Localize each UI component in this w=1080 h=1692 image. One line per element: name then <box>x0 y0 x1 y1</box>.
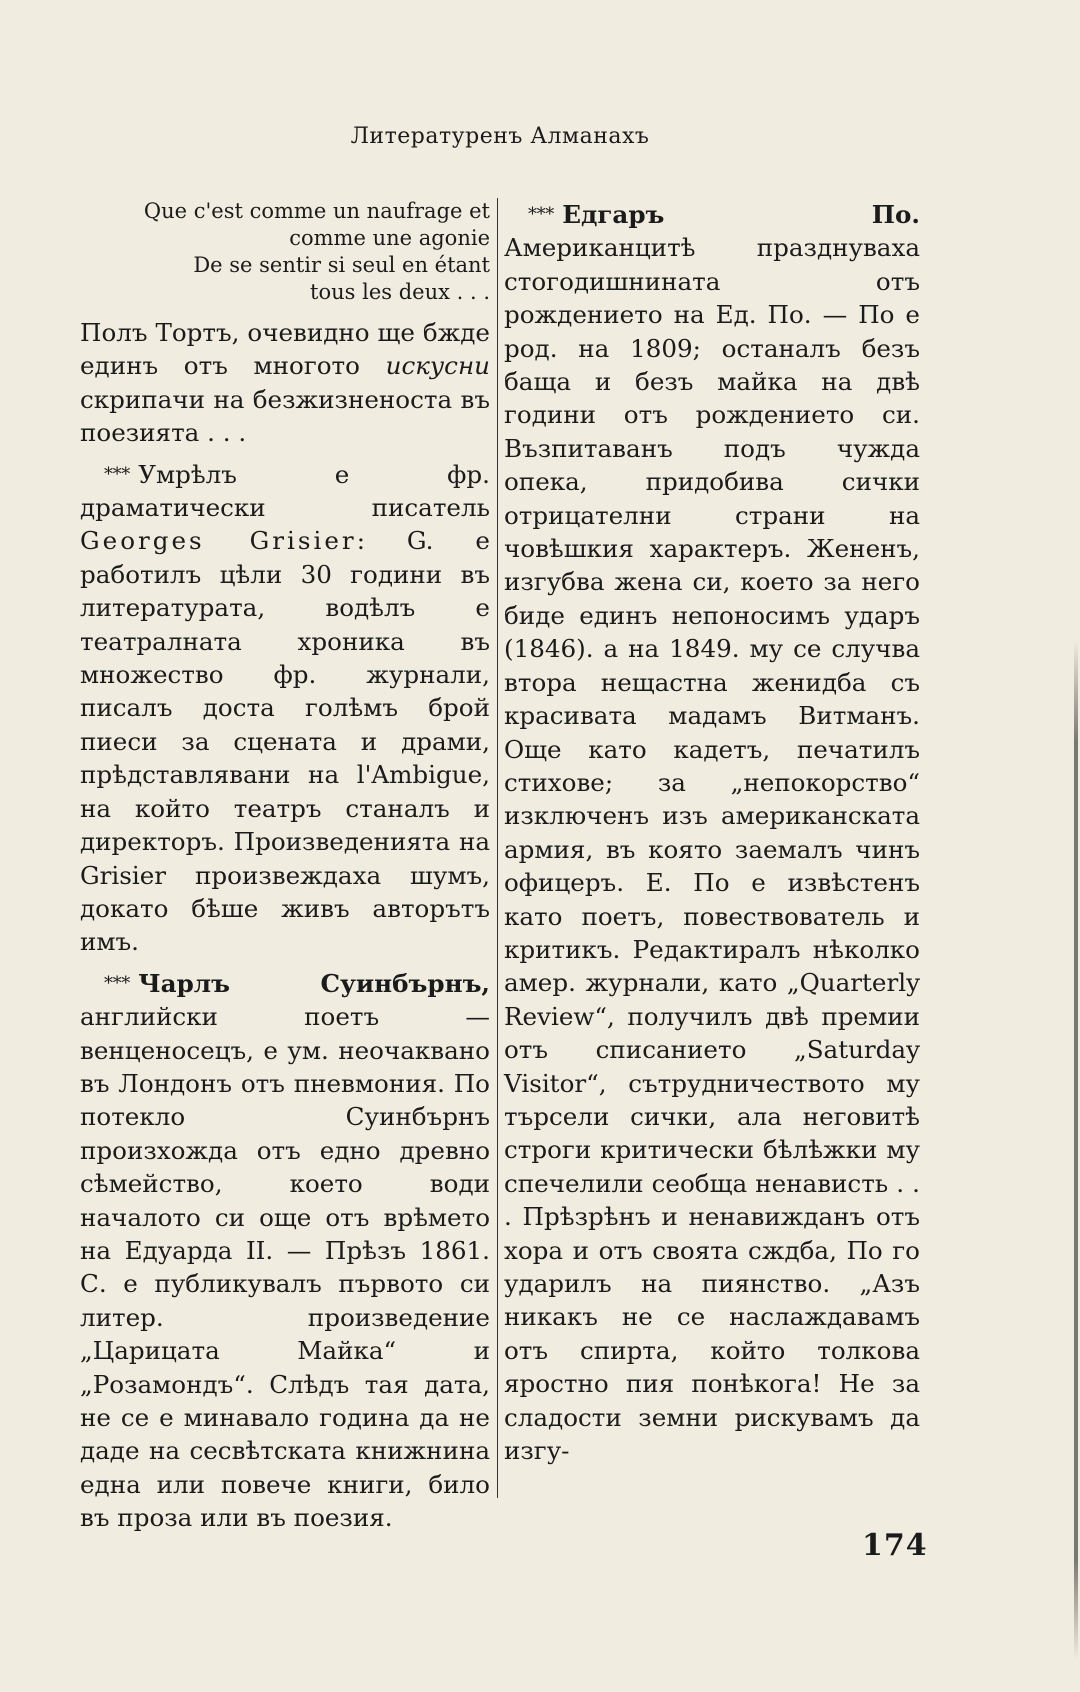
page-edge-shadow <box>1074 640 1078 1660</box>
emphasis-text: искусни <box>385 351 490 381</box>
asterism-icon: * * * <box>104 972 129 994</box>
page-number: 174 <box>862 1528 928 1563</box>
paragraph-tort <box>80 316 490 450</box>
text: Полъ Тортъ, очевидно ще бжде единъ отъ многото <box>80 318 490 381</box>
epigraph <box>80 198 490 306</box>
paragraph-grisier <box>80 458 490 959</box>
epigraph-line: tous les deux . . . <box>310 280 490 304</box>
text: : G. е работилъ цѣли 30 години въ литературата, водѣлъ е театралната хроника въ множество фр. журнали, писалъ доста голѣмъ брой пиеси за сцената и драми, прѣдставлявани на l'Ambigue, на който театръ станалъ и директоръ. Произведенията на Grisier произвеждаха шумъ, докато бѣше живъ авторътъ имъ. <box>80 526 490 957</box>
entry-heading: Чарлъ Суинбърнъ, <box>138 968 490 998</box>
entry-heading: Едгаръ По. <box>562 200 920 229</box>
asterism-icon: * * * <box>104 463 129 485</box>
person-name: Georges Grisier <box>80 526 357 556</box>
text: английски поетъ — венценосецъ, е ум. неочаквано въ Лондонъ отъ пневмония. По потекло Суинбърнъ произхожда отъ едно древно сѣмейство, което води началото си още отъ врѣмето на Едуарда II. — Прѣзъ 1861. С. е публикувалъ първото си литер. произведение „Царицата Майка“ и „Розамондъ“. Слѣдъ тая дата, не се е минавало година да не даде на сесвѣтската книжнина една или повече книги, било въ проза или въ поезия. <box>80 1002 490 1533</box>
column-divider <box>497 198 498 1498</box>
paragraph-swinburne <box>80 967 490 1535</box>
paragraph-poe <box>504 198 920 1467</box>
text: Умрѣлъ е фр. драматически писатель <box>80 459 490 523</box>
running-head: Литературенъ Алманахъ <box>350 124 650 149</box>
left-column <box>80 198 490 1543</box>
text: скрипачи на безжизненоста въ поезията . . . <box>80 384 490 448</box>
epigraph-line: De se sentir si seul en étant <box>193 253 490 277</box>
epigraph-line: comme une agonie <box>289 226 490 250</box>
right-column <box>504 198 920 1475</box>
asterism-icon: * * * <box>528 204 553 225</box>
epigraph-line: Que c'est comme un naufrage et <box>143 199 490 223</box>
text: Американцитѣ празднуваха стогодишнината отъ рождението на Ед. По. — По е род. на 1809; останалъ безъ баща и безъ майка на двѣ години отъ рождението си. Възпитаванъ подъ чужда опека, придобива сички отрицателни страни на човѣшкия характеръ. Жененъ, изгубва жена си, което за него биде единъ непоносимъ ударъ (1846). а на 1849. му се случва втора нещастна женидба съ красивата мадамъ Витманъ. Още като кадетъ, печатилъ стихове; за „непокорство“ изключенъ изъ американската армия, въ която заемалъ чинъ офицеръ. Е. По е извѣстенъ като поетъ, повествователь и критикъ. Редактиралъ нѣколко амер. журнали, като „Quarterly Review“, получилъ двѣ премии отъ списанието „Saturday Visitor“, сътрудничеството му търсели сички, ала неговитѣ строги критически бѣлѣжки му спечелили сеобща ненависть . . . Прѣзрѣнъ и ненавижданъ отъ хора и отъ своята сждба, По го ударилъ на пиянство. „Азъ никакъ не се наслаждавамъ отъ спирта, който толкова яростно пия понѣкога! Не за сладости земни рискувамъ да изгу- <box>504 233 920 1466</box>
